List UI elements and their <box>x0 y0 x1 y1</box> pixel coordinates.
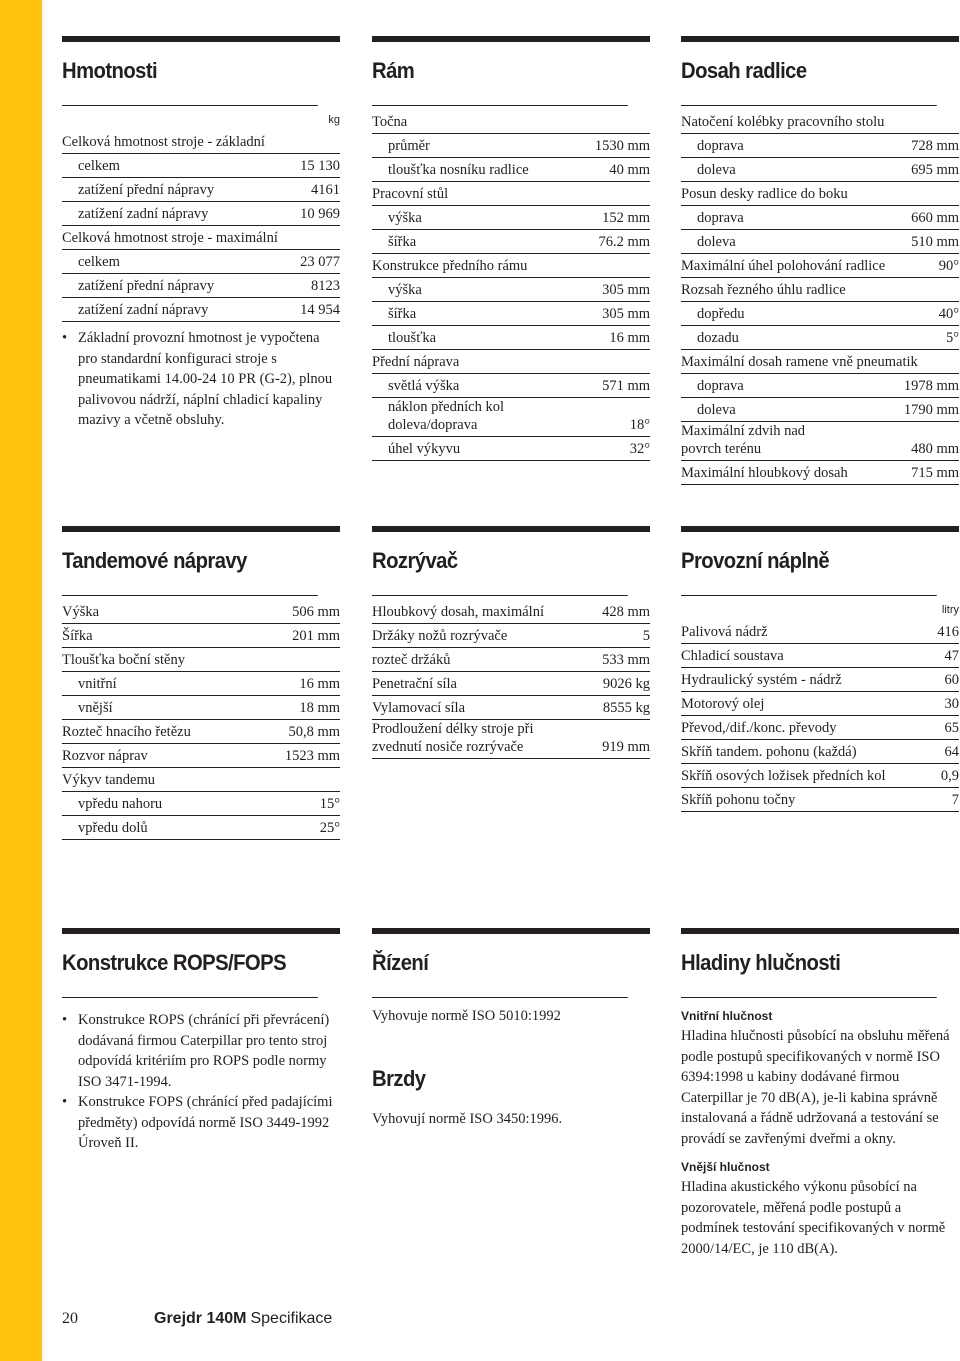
brakes-title: Brzdy <box>372 1065 426 1091</box>
rops-section <box>62 928 340 1154</box>
spec-value: 1530 mm <box>594 138 650 154</box>
spec-value: 40° <box>938 306 959 322</box>
spec-row <box>681 764 959 788</box>
spec-value: 1790 mm <box>903 402 959 418</box>
rops-bullet: • Konstrukce ROPS (chránící při převrácení) dodávaná firmou Caterpillar pro tento stroj odpovídá kritériím pro ROPS podle normy ISO 3471-1994. <box>62 1010 340 1092</box>
steering-title: Řízení <box>372 934 628 998</box>
spec-value: 18 mm <box>299 700 340 716</box>
spec-label: Penetrační síla <box>372 676 457 692</box>
spec-row <box>62 226 340 250</box>
brakes-text: Vyhovují normě ISO 3450:1996. <box>372 1110 563 1127</box>
tandem-title: Tandemové nápravy <box>62 532 318 596</box>
spec-row <box>681 716 959 740</box>
spec-value: 506 mm <box>292 604 340 620</box>
spec-label: Rozvor náprav <box>62 748 148 764</box>
fluids-title: Provozní náplně <box>681 532 937 596</box>
spec-value: 47 <box>944 648 959 664</box>
spec-row <box>372 437 650 461</box>
spec-value: 16 mm <box>299 676 340 692</box>
spec-label: Palivová nádrž <box>681 624 768 640</box>
spec-label: Maximální dosah ramene vně pneumatik <box>681 354 918 370</box>
spec-row <box>62 648 340 672</box>
weights-unit: kg <box>328 114 340 126</box>
spec-row <box>372 158 650 182</box>
spec-label: tloušťka <box>388 330 437 346</box>
spec-row <box>681 374 959 398</box>
spec-row <box>372 230 650 254</box>
spec-label: Skříň pohonu točny <box>681 792 796 808</box>
spec-value: 201 mm <box>292 628 340 644</box>
spec-row <box>372 326 650 350</box>
reach-section <box>681 36 959 485</box>
spec-row <box>681 668 959 692</box>
spec-label: doprava <box>697 138 744 154</box>
spec-value: 60 <box>944 672 959 688</box>
spec-row <box>681 398 959 422</box>
ripper-table <box>372 600 650 759</box>
outer-noise-text: Hladina akustického výkonu působící na pozorovatele, měřená podle postupů a podmínek testování specifikovaných v normě 2000/14/EC, je 110 dB(A). <box>681 1179 946 1257</box>
spec-row <box>62 672 340 696</box>
spec-value: 8555 kg <box>602 700 650 716</box>
page-footer <box>62 1310 332 1328</box>
spec-value: 14 954 <box>300 302 340 318</box>
spec-label: zatížení zadní nápravy <box>78 302 209 318</box>
spec-label: Rozsah řezného úhlu radlice <box>681 282 846 298</box>
spec-label: celkem <box>78 158 120 174</box>
spec-label: Natočení kolébky pracovního stolu <box>681 114 885 130</box>
spec-label: Motorový olej <box>681 696 765 712</box>
spec-value: 90° <box>938 258 959 274</box>
spec-value: 10 969 <box>300 206 340 222</box>
spec-value: 9026 kg <box>602 676 650 692</box>
spec-row <box>62 624 340 648</box>
spec-value: 715 mm <box>911 465 959 481</box>
spec-value: 15 130 <box>300 158 340 174</box>
spec-label: zatížení přední nápravy <box>78 278 215 294</box>
fluids-section <box>681 526 959 812</box>
spec-value: 64 <box>944 744 959 760</box>
spec-value: 428 mm <box>602 604 650 620</box>
spec-row <box>681 110 959 134</box>
spec-value: 40 mm <box>609 162 650 178</box>
spec-label: doleva <box>697 402 736 418</box>
spec-row <box>372 302 650 326</box>
fluids-unit: litry <box>941 604 959 616</box>
spec-value: 76.2 mm <box>598 234 650 250</box>
spec-label: Výška <box>62 604 100 620</box>
steering-section <box>372 928 650 1129</box>
spec-row <box>681 461 959 485</box>
spec-label: doprava <box>697 210 744 226</box>
spec-row <box>62 298 340 322</box>
spec-row <box>62 696 340 720</box>
ripper-title: Rozrývač <box>372 532 628 596</box>
spec-row <box>681 182 959 206</box>
spec-value: 660 mm <box>911 210 959 226</box>
inner-noise-title: Vnitřní hlučnost <box>681 1009 773 1023</box>
spec-value: 919 mm <box>602 739 650 755</box>
spec-label: náklon předních kol doleva/doprava <box>388 399 504 433</box>
spec-row <box>62 274 340 298</box>
spec-row <box>62 816 340 840</box>
spec-value: 7 <box>951 792 959 808</box>
spec-value: 480 mm <box>911 441 959 457</box>
spec-label: Vylamovací síla <box>372 700 466 716</box>
spec-row <box>62 250 340 274</box>
spec-label: doprava <box>697 378 744 394</box>
frame-section <box>372 36 650 461</box>
doc-title: Specifikace <box>250 1310 333 1327</box>
spec-label: Tloušťka boční stěny <box>62 652 185 668</box>
spec-value: 32° <box>629 441 650 457</box>
spec-row <box>372 672 650 696</box>
spec-label: Chladicí soustava <box>681 648 784 664</box>
spec-label: světlá výška <box>388 378 460 394</box>
spec-value: 1523 mm <box>284 748 340 764</box>
spec-value: 152 mm <box>602 210 650 226</box>
spec-value: 65 <box>944 720 959 736</box>
yellow-side-stripe <box>0 0 42 1361</box>
spec-value: 18° <box>629 417 650 433</box>
spec-row <box>372 110 650 134</box>
spec-row <box>681 254 959 278</box>
spec-label: Maximální hloubkový dosah <box>681 465 848 481</box>
outer-noise-title: Vnější hlučnost <box>681 1160 770 1174</box>
spec-label: doleva <box>697 234 736 250</box>
spec-value: 1978 mm <box>903 378 959 394</box>
spec-row <box>372 624 650 648</box>
tandem-table <box>62 600 340 840</box>
spec-row <box>681 788 959 812</box>
spec-label: doleva <box>697 162 736 178</box>
spec-label: Převod,/dif./konc. převody <box>681 720 837 736</box>
spec-row <box>681 158 959 182</box>
model-name: Grejdr 140M <box>154 1310 247 1327</box>
noise-title: Hladiny hlučnosti <box>681 934 937 998</box>
inner-noise-text: Hladina hlučnosti působící na obsluhu měřená podle postupů specifikovaných v normě ISO 6394:1998 u kabiny dodávané firmou Caterpillar je 70 dB(A), je-li kabina správně instalovaná a řádně udržovaná a testování se provádí se zavřenými dveřmi a okny. <box>681 1028 950 1147</box>
weights-section <box>62 36 340 431</box>
spec-label: Celková hmotnost stroje - maximální <box>62 230 278 246</box>
spec-row <box>681 134 959 158</box>
ripper-section <box>372 526 650 759</box>
spec-value: 305 mm <box>602 282 650 298</box>
spec-row <box>372 254 650 278</box>
spec-value: 0,9 <box>940 768 959 784</box>
spec-row <box>62 744 340 768</box>
spec-row <box>62 768 340 792</box>
spec-value: 5° <box>945 330 959 346</box>
spec-value: 5 <box>642 628 650 644</box>
spec-row <box>372 696 650 720</box>
spec-value: 16 mm <box>609 330 650 346</box>
weights-table <box>62 130 340 322</box>
spec-label: Celková hmotnost stroje - základní <box>62 134 265 150</box>
spec-row <box>372 648 650 672</box>
spec-label: Hydraulický systém - nádrž <box>681 672 842 688</box>
spec-value: 510 mm <box>911 234 959 250</box>
spec-row <box>372 600 650 624</box>
spec-value: 571 mm <box>602 378 650 394</box>
spec-value: 728 mm <box>911 138 959 154</box>
spec-label: celkem <box>78 254 120 270</box>
spec-label: šířka <box>388 234 417 250</box>
spec-row <box>62 130 340 154</box>
spec-label: rozteč držáků <box>372 652 451 668</box>
spec-label: průměr <box>388 138 430 154</box>
spec-value: 4161 <box>311 182 340 198</box>
frame-table <box>372 110 650 461</box>
spec-row <box>681 422 959 461</box>
spec-value: 8123 <box>311 278 340 294</box>
spec-row <box>372 720 650 759</box>
spec-label: Šířka <box>62 628 93 644</box>
spec-row <box>681 692 959 716</box>
spec-label: úhel výkyvu <box>388 441 461 457</box>
spec-row <box>372 182 650 206</box>
spec-value: 305 mm <box>602 306 650 322</box>
spec-value: 533 mm <box>602 652 650 668</box>
spec-label: Přední náprava <box>372 354 460 370</box>
spec-value: 30 <box>944 696 959 712</box>
frame-title: Rám <box>372 42 628 106</box>
fops-bullet: • Konstrukce FOPS (chránící před padajícími předměty) odpovídá normě ISO 3449-1992 Úroveň II. <box>62 1092 340 1154</box>
spec-label: Prodloužení délky stroje při zvednutí nosiče rozrývače <box>372 721 534 755</box>
weights-note: • Základní provozní hmotnost je vypočtena pro standardní konfiguraci stroje s pneumatikami 14.00-24 10 PR (G-2), plnou palivovou nádrží, náplní chladicí kapaliny mazivy a včetně obsluhy. <box>62 328 340 431</box>
spec-row <box>372 350 650 374</box>
rops-title: Konstrukce ROPS/FOPS <box>62 934 318 998</box>
spec-row <box>681 278 959 302</box>
fluids-table <box>681 620 959 812</box>
spec-row <box>681 620 959 644</box>
tandem-section <box>62 526 340 840</box>
spec-label: Maximální zdvih nad povrch terénu <box>681 423 806 457</box>
spec-label: Výkyv tandemu <box>62 772 156 788</box>
weights-title: Hmotnosti <box>62 42 318 106</box>
spec-row <box>62 202 340 226</box>
spec-label: Točna <box>372 114 408 130</box>
spec-row <box>62 600 340 624</box>
spec-row <box>372 374 650 398</box>
spec-row <box>372 278 650 302</box>
spec-row <box>62 720 340 744</box>
spec-label: vpředu nahoru <box>78 796 163 812</box>
spec-value: 25° <box>319 820 340 836</box>
spec-label: zatížení zadní nápravy <box>78 206 209 222</box>
reach-table <box>681 110 959 485</box>
spec-label: dozadu <box>697 330 739 346</box>
spec-value: 15° <box>319 796 340 812</box>
spec-label: zatížení přední nápravy <box>78 182 215 198</box>
spec-label: výška <box>388 210 422 226</box>
spec-row <box>372 134 650 158</box>
spec-label: výška <box>388 282 422 298</box>
spec-row <box>681 644 959 668</box>
spec-value: 23 077 <box>300 254 340 270</box>
spec-value: 416 <box>937 624 959 640</box>
page-number: 20 <box>62 1310 78 1327</box>
spec-label: Konstrukce předního rámu <box>372 258 528 274</box>
spec-label: dopředu <box>697 306 745 322</box>
spec-row <box>681 230 959 254</box>
spec-row <box>62 792 340 816</box>
spec-label: šířka <box>388 306 417 322</box>
spec-label: Pracovní stůl <box>372 186 449 202</box>
spec-label: vnější <box>78 700 113 716</box>
spec-row <box>681 326 959 350</box>
spec-label: Posun desky radlice do boku <box>681 186 848 202</box>
spec-value: 50,8 mm <box>288 724 340 740</box>
spec-row <box>372 206 650 230</box>
spec-label: vpředu dolů <box>78 820 148 836</box>
spec-label: Skříň tandem. pohonu (každá) <box>681 744 857 760</box>
spec-label: Maximální úhel polohování radlice <box>681 258 886 274</box>
spec-value: 695 mm <box>911 162 959 178</box>
spec-row <box>62 154 340 178</box>
spec-row <box>372 398 650 437</box>
spec-label: vnitřní <box>78 676 117 692</box>
spec-label: Držáky nožů rozrývače <box>372 628 508 644</box>
spec-row <box>681 302 959 326</box>
spec-label: Skříň osových ložisek předních kol <box>681 768 886 784</box>
spec-row <box>681 206 959 230</box>
spec-label: Hloubkový dosah, maximální <box>372 604 544 620</box>
steering-text: Vyhovuje normě ISO 5010:1992 <box>372 1008 561 1024</box>
spec-row <box>62 178 340 202</box>
spec-label: Rozteč hnacího řetězu <box>62 724 191 740</box>
spec-label: tloušťka nosníku radlice <box>388 162 529 178</box>
spec-row <box>681 350 959 374</box>
noise-section <box>681 928 959 1259</box>
spec-row <box>681 740 959 764</box>
reach-title: Dosah radlice <box>681 42 937 106</box>
